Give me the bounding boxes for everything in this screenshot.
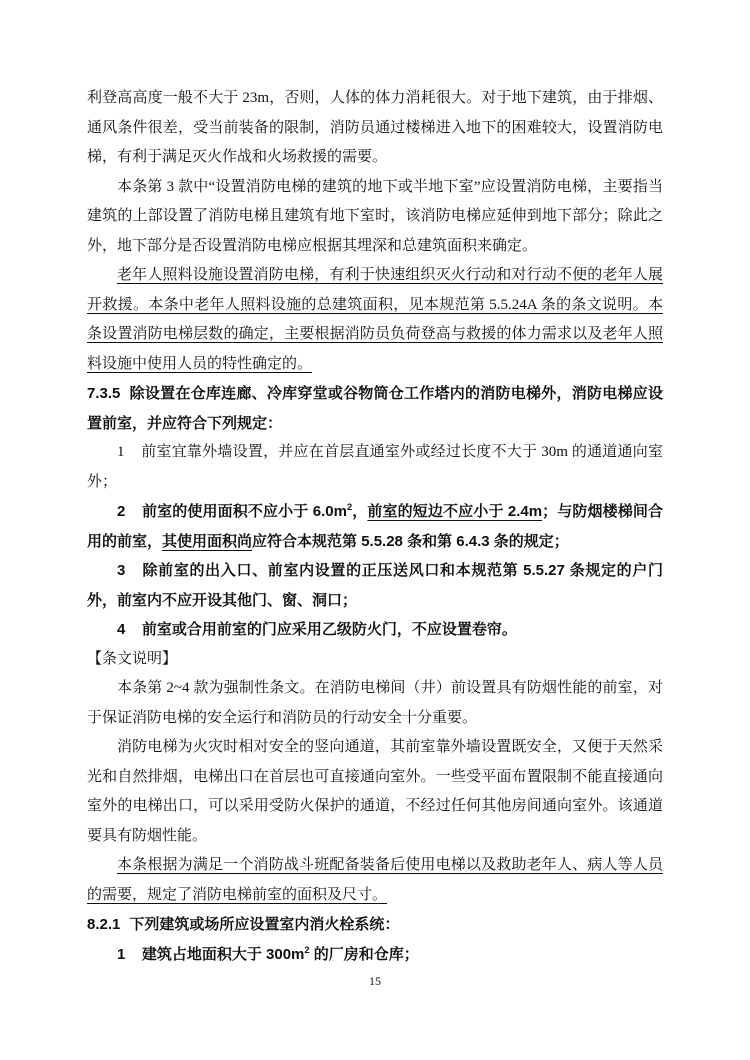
underlined-paragraph-text: 老年人照料设施设置消防电梯，有利于快速组织灭火行动和对行动不便的老年人展开救援。本条中老年人照料设施的总建筑面积，见本规范第 5.5.24A 条的条文说明。本条设置消防电梯层数的确定，主要根据消防员负荷登高与救援的体力需求以及老年人照料设施中使用人员的特性确定的。 bbox=[87, 267, 663, 372]
superscript-2: 2 bbox=[304, 944, 310, 955]
list-item-821-1 bbox=[87, 940, 663, 970]
item-number: 3 bbox=[117, 562, 126, 579]
list-item-4 bbox=[87, 615, 663, 645]
item-text: 前室宜靠外墙设置，并应在首层直通室外或经过长度不大于 30m 的通道通向室外； bbox=[87, 444, 663, 490]
superscript-2: 2 bbox=[346, 502, 353, 512]
item-text: ；与防烟楼梯间合用的前室， bbox=[87, 503, 663, 550]
para-vertical-passage bbox=[87, 733, 663, 851]
list-item-2 bbox=[87, 497, 663, 556]
item-text: 前室或合用前室的门应采用乙级防火门，不应设置卷帘。 bbox=[141, 621, 517, 638]
paragraph-text: 消防电梯为火灾时相对安全的竖向通道，其前室靠外墙设置既安全，又便于天然采光和自然排烟，电梯出口在首层也可直接通向室外。一些受平面布置限制不能直接通向室外的电梯出口，可以采用受防火保护的通道，不经过任何其他房间通向室外。该通道要具有防烟性能。 bbox=[87, 739, 663, 844]
item-number: 1 bbox=[117, 444, 125, 460]
para-basis-underlined bbox=[87, 851, 663, 910]
list-item-1 bbox=[87, 438, 663, 497]
item-text: 建筑占地面积大于 300m bbox=[141, 945, 305, 963]
para-mandatory-clauses bbox=[87, 674, 663, 733]
paragraph-text: 本条第 2~4 款为强制性条文。在消防电梯间（井）前设置具有防烟性能的前室，对于保证消防电梯的安全运行和消防员的行动安全十分重要。 bbox=[87, 680, 663, 726]
item-number: 1 bbox=[117, 945, 126, 963]
para-firefighter-climb-continuation bbox=[87, 84, 663, 173]
underlined-item-text: 其使用面积尚 bbox=[162, 532, 253, 550]
item-text: 除前室的出入口、前室内设置的正压送风口和本规范第 5.5.27 条规定的户门外，前室内不应开设其他门、窗、洞口； bbox=[87, 562, 663, 609]
section-number: 7.3.5 bbox=[87, 385, 121, 402]
underlined-item-text: 前室的短边不应小于 2.4m bbox=[367, 503, 543, 520]
section-number: 8.2.1 bbox=[87, 916, 121, 933]
list-item-3 bbox=[87, 556, 663, 615]
item-text: 前室的使用面积不应小于 6.0m bbox=[141, 503, 347, 520]
para-clause3-explanation bbox=[87, 173, 663, 262]
item-number: 4 bbox=[117, 621, 126, 638]
item-text: 的厂房和仓库； bbox=[309, 945, 419, 963]
section-8-2-1-heading bbox=[87, 910, 663, 940]
underlined-paragraph-text: 本条根据为满足一个消防战斗班配备装备后使用电梯以及救助老年人、病人等人员的需要，规定了消防电梯前室的面积及尺寸。 bbox=[87, 857, 663, 903]
section-text: 除设置在仓库连廊、冷库穿堂或谷物筒仓工作塔内的消防电梯外，消防电梯应设置前室，并应符合下列规定： bbox=[87, 385, 663, 432]
para-elderly-care-underlined bbox=[87, 261, 663, 379]
paragraph-text: 本条第 3 款中“设置消防电梯的建筑的地下或半地下室”应设置消防电梯，主要指当建筑的上部设置了消防电梯且建筑有地下室时，该消防电梯应延伸到地下部分；除此之外，地下部分是否设置消防电梯应根据其埋深和总建筑面积来确定。 bbox=[87, 178, 663, 254]
page-footer bbox=[87, 974, 663, 988]
commentary-label bbox=[87, 645, 663, 675]
section-7-3-5-heading bbox=[87, 379, 663, 438]
item-number: 2 bbox=[117, 503, 126, 520]
page-number: 15 bbox=[369, 974, 381, 988]
section-text: 下列建筑或场所应设置室内消火栓系统： bbox=[129, 916, 400, 933]
paragraph-text: 利登高高度一般不大于 23m，否则，人体的体力消耗很大。对于地下建筑，由于排烟、通风条件很差，受当前装备的限制，消防员通过楼梯进入地下的困难较大，设置消防电梯，有利于满足灭火作战和火场救援的需要。 bbox=[87, 90, 663, 165]
item-text: ， bbox=[352, 503, 368, 520]
commentary-label-text: 【条文说明】 bbox=[87, 650, 178, 667]
item-text: 应符合本规范第 5.5.28 条和第 6.4.3 条的规定； bbox=[252, 532, 569, 550]
